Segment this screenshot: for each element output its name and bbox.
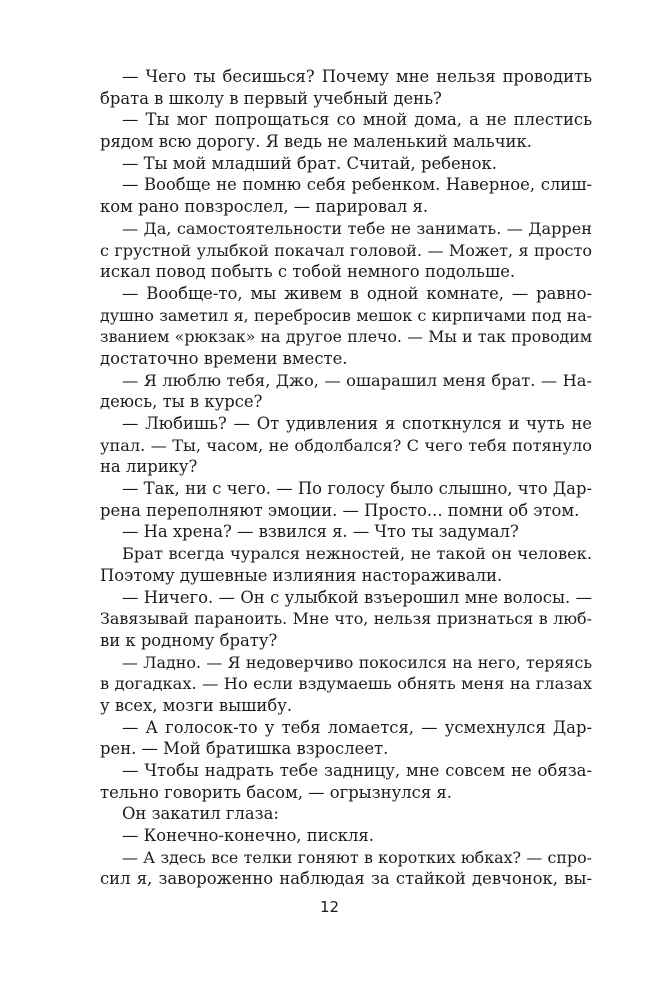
text-line: у всех, мозги вышибу. — [100, 695, 293, 715]
text-line: Брат всегда чурался нежностей, не такой он человек. — [122, 544, 592, 564]
text-line: — Ты мой младший брат. Считай, ребенок. — [122, 153, 497, 173]
text-line: — Конечно-конечно, пискля. — [122, 826, 374, 846]
text-line: Поэтому душевные излияния настораживали. — [100, 565, 503, 585]
text-line: рядом всю дорогу. Я ведь не маленький мальчик. — [100, 132, 532, 152]
text-line: рен. — Мой братишка взрослеет. — [100, 739, 389, 759]
body-text — [100, 66, 592, 890]
text-line: душно заметил я, перебросив мешок с кирпичами под на- — [100, 305, 592, 325]
text-line: — Так, ни с чего. — По голосу было слышно, что Дар- — [122, 479, 592, 499]
text-line: — А здесь все телки гоняют в коротких юбках? — спро- — [122, 847, 592, 867]
text-line: Он закатил глаза: — [122, 804, 279, 824]
text-line: — Ты мог попрощаться со мной дома, а не плестись — [122, 110, 592, 130]
text-line: упал. — Ты, часом, не обдолбался? С чего тебя потянуло — [100, 435, 592, 455]
text-line: Завязывай параноить. Мне что, нельзя признаться в люб- — [100, 609, 592, 629]
text-line: — Вообще-то, мы живем в одной комнате, — равно- — [122, 283, 592, 303]
text-line: — Любишь? — От удивления я споткнулся и чуть не — [122, 414, 592, 433]
text-line: — Чего ты бесишься? Почему мне нельзя проводить — [122, 67, 592, 86]
text-line: брата в школу в первый учебный день? — [100, 88, 442, 108]
text-line: — Чтобы надрать тебе задницу, мне совсем не обяза- — [122, 761, 592, 780]
text-line: сил я, завороженно наблюдая за стайкой девчонок, вы- — [100, 869, 592, 889]
text-line: — Вообще не помню себя ребенком. Наверное, слиш- — [122, 175, 592, 195]
text-line: званием «рюкзак» на другое плечо. — Мы и так проводим — [100, 327, 592, 347]
text-line: — На хрена? — взвился я. — Что ты задумал? — [122, 522, 519, 542]
text-line: на лирику? — [100, 457, 198, 477]
text-line: ком рано повзрослел, — парировал я. — [100, 197, 429, 217]
text-line: ви к родному брату? — [100, 630, 278, 650]
text-line: тельно говорить басом, — огрызнулся я. — [100, 782, 452, 802]
text-line: рена переполняют эмоции. — Просто... помни об этом. — [100, 500, 580, 520]
text-line: деюсь, ты в курсе? — [100, 392, 263, 412]
text-line: искал повод побыть с тобой немного подольше. — [100, 262, 516, 282]
text-line: с грустной улыбкой покачал головой. — Может, я просто — [100, 240, 592, 260]
page-number: 12 — [319, 898, 340, 916]
text-line: в догадках. — Но если вздумаешь обнять меня на глазах — [100, 674, 592, 694]
text-line: — Да, самостоятельности тебе не занимать. — Даррен — [122, 218, 592, 238]
text-line: — Я люблю тебя, Джо, — ошарашил меня брат. — На- — [122, 370, 592, 390]
text-line: — А голосок-то у тебя ломается, — усмехнулся Дар- — [122, 717, 592, 737]
text-line: достаточно времени вместе. — [100, 348, 348, 368]
text-line: — Ладно. — Я недоверчиво покосился на него, теряясь — [122, 652, 592, 672]
text-line: — Ничего. — Он с улыбкой взъерошил мне волосы. — — [122, 587, 592, 607]
